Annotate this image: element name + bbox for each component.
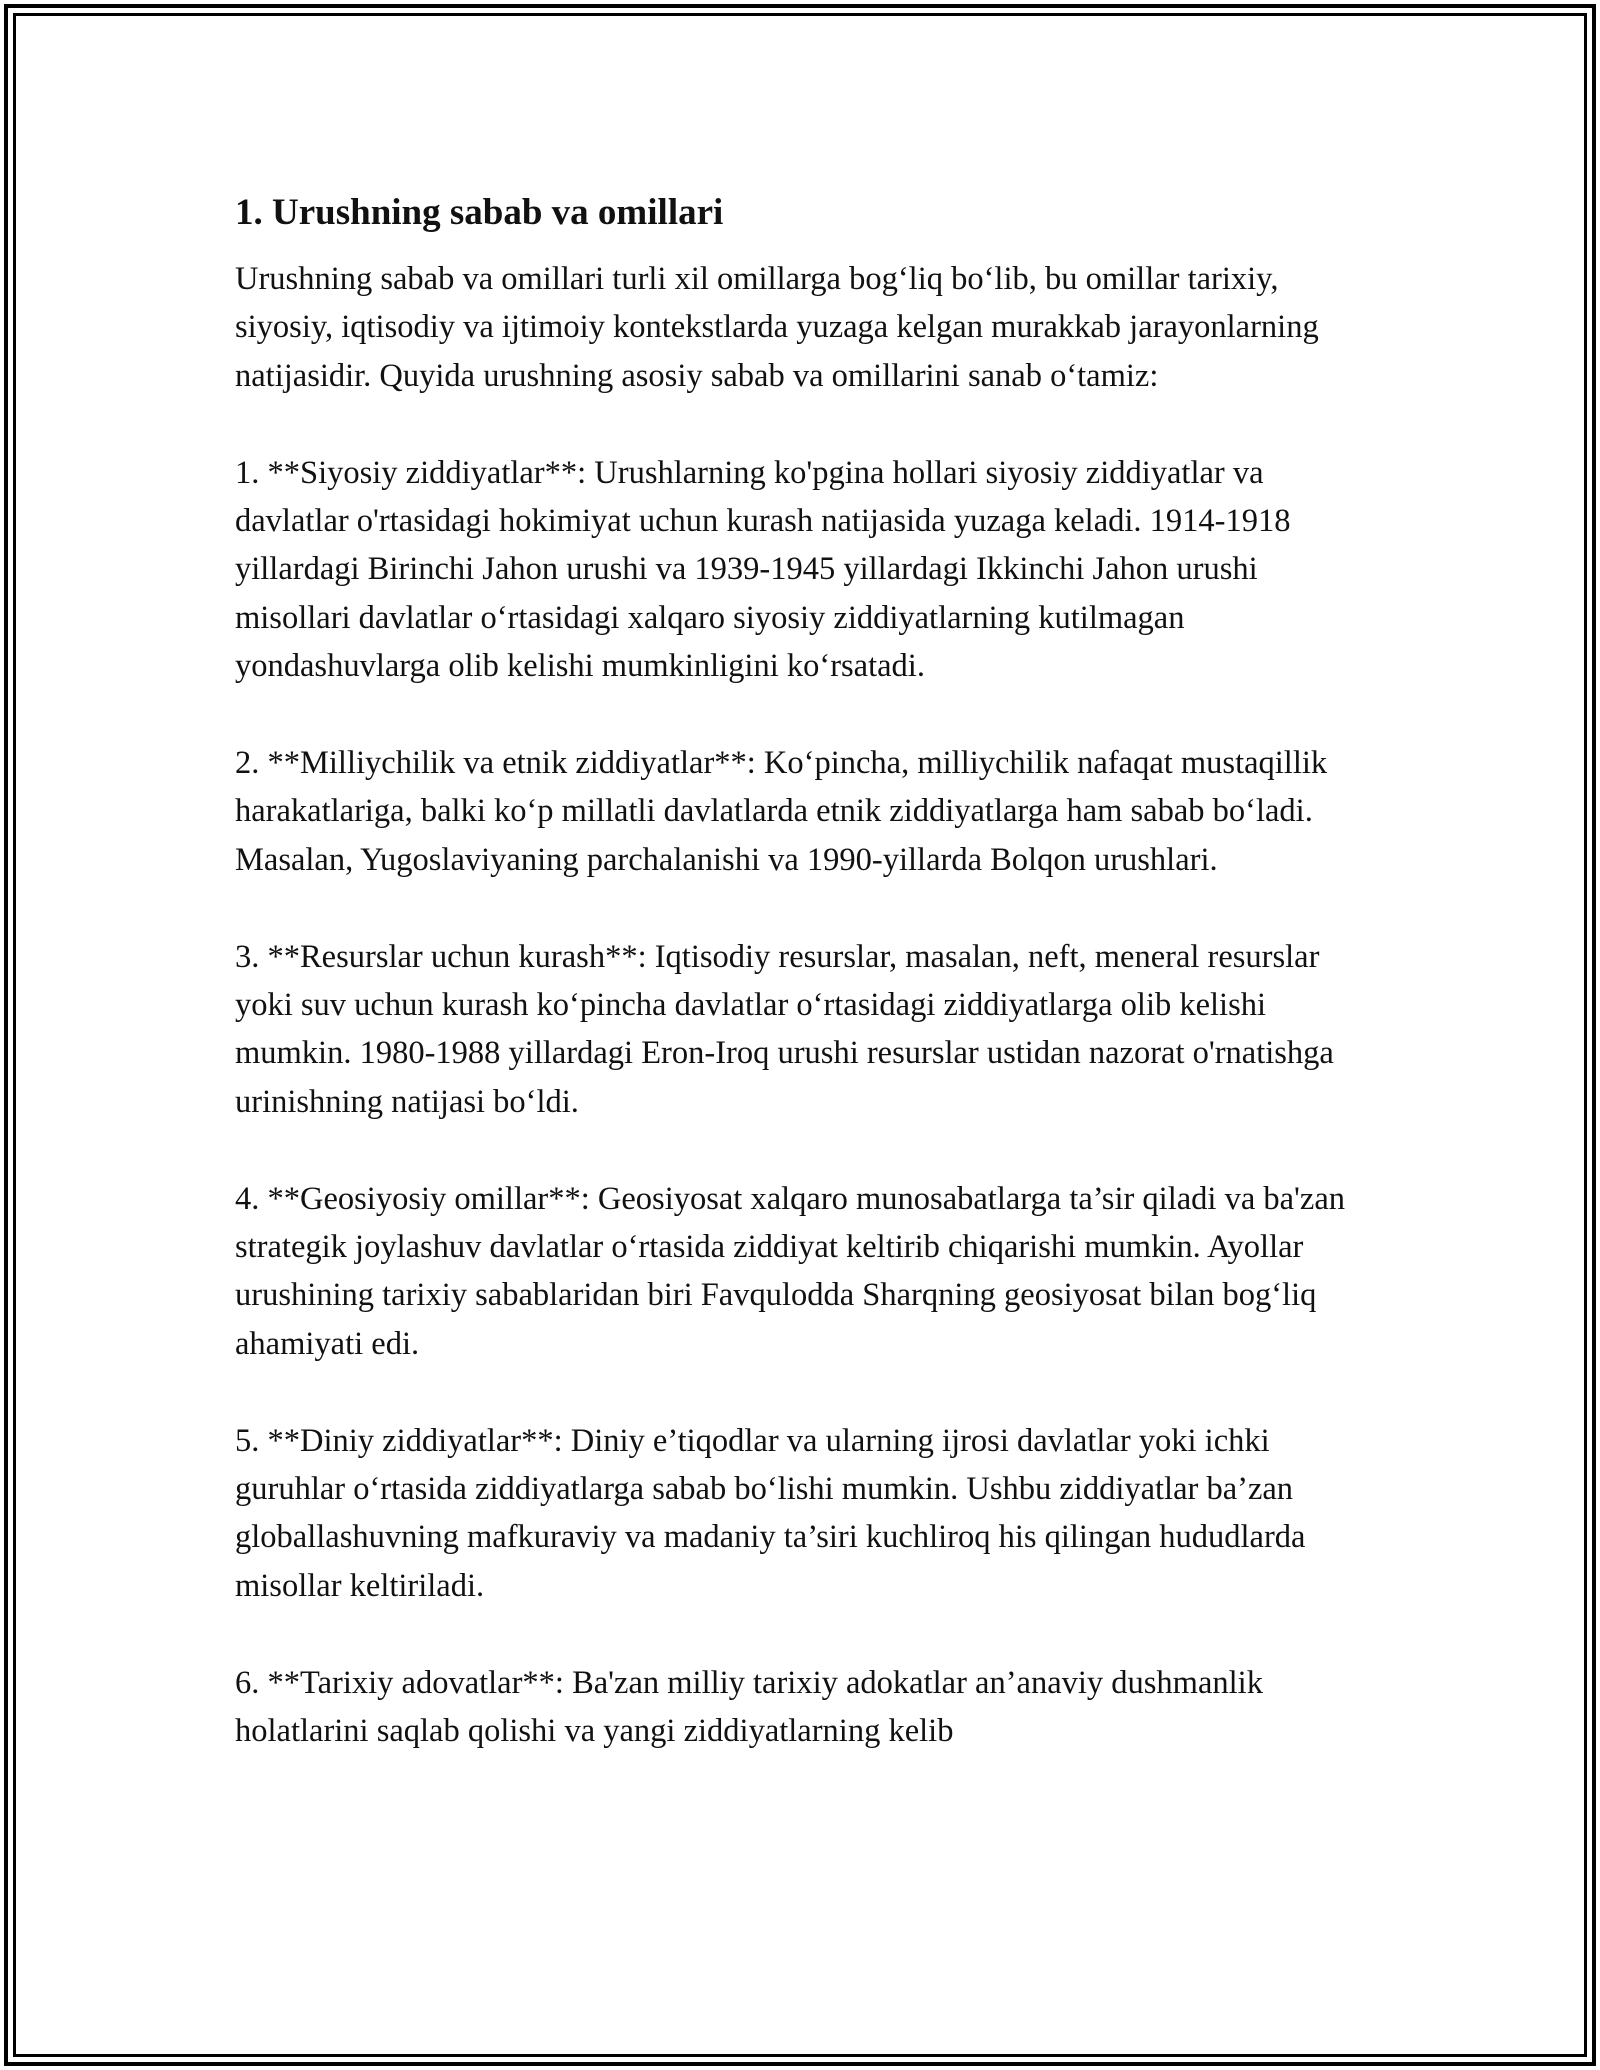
paragraph-political-conflicts: 1. **Siyosiy ziddiyatlar**: Urushlarning ko'pgina hollari siyosiy ziddiyatlar va davlatlar o'rtasidagi hokimiyat uchun kurash natijasida yuzaga keladi. 1914-1918 yillardagi Birinchi Jahon urushi va 1939-1945 yillardagi Ikkinchi Jahon urushi misollari davlatlar o‘rtasidagi xalqaro siyosiy ziddiyatlarning kutilmagan yondashuvlarga olib kelishi mumkinligini ko‘rsatadi. (235, 454, 1291, 685)
paragraph-historical-enmity: 6. **Tarixiy adovatlar**: Ba'zan milliy tarixiy adokatlar an’anaviy dushmanlik holatlarini saqlab qolishi va yangi ziddiyatlarning kelib (235, 1664, 1263, 1750)
section-title: 1. Urushning sabab va omillari (235, 192, 724, 233)
document-body (235, 183, 1375, 1756)
paragraph-geopolitics: 4. **Geosiyosiy omillar**: Geosiyosat xalqaro munosabatlarga ta’sir qiladi va ba'zan strategik joylashuv davlatlar o‘rtasida ziddiyat keltirib chiqarishi mumkin. Ayollar urushining tarixiy sabablaridan biri Favqulodda Sharqning geosiyosat bilan bog‘liq ahamiyati edi. (235, 1180, 1345, 1362)
paragraph-resources: 3. **Resurslar uchun kurash**: Iqtisodiy resurslar, masalan, neft, meneral resurslar yoki suv uchun kurash ko‘pincha davlatlar o‘rtasidagi ziddiyatlarga olib kelishi mumkin. 1980-1988 yillardagi Eron-Iroq urushi resurslar ustidan nazorat o'rnatishga urinishning natijasi bo‘ldi. (235, 938, 1334, 1120)
paragraph-religious-conflicts: 5. **Diniy ziddiyatlar**: Diniy e’tiqodlar va ularning ijrosi davlatlar yoki ichki guruhlar o‘rtasida ziddiyatlarga sabab bo‘lishi mumkin. Ushbu ziddiyatlar ba’zan globallashuvning mafkuraviy va madaniy ta’siri kuchliroq his qilingan hududlarda misollar keltiriladi. (235, 1422, 1306, 1604)
paragraph-nationalism-ethnic: 2. **Milliychilik va etnik ziddiyatlar**: Ko‘pincha, milliychilik nafaqat mustaqillik harakatlariga, balki ko‘p millatli davlatlarda etnik ziddiyatlarga ham sabab bo‘ladi. Masalan, Yugoslaviyaning parchalanishi va 1990-yillarda Bolqon urushlari. (235, 745, 1328, 878)
intro-paragraph: Urushning sabab va omillari turli xil omillarga bog‘liq bo‘lib, bu omillar tarixiy, siyosiy, iqtisodiy va ijtimoiy kontekstlarda yuzaga kelgan murakkab jarayonlarning natijasidir. Quyida urushning asosiy sabab va omillarini sanab o‘tamiz: (235, 261, 1319, 394)
